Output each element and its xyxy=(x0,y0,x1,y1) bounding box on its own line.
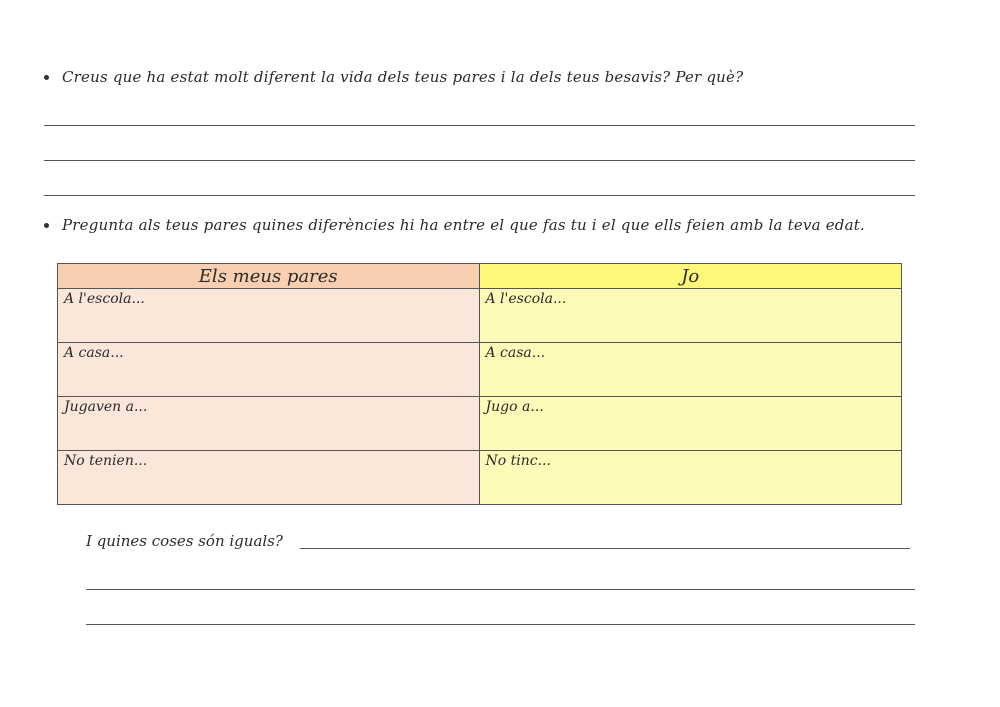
table-row xyxy=(58,343,902,397)
table-row xyxy=(58,289,902,343)
bullet-icon xyxy=(44,75,49,80)
cell-label: Jugaven a... xyxy=(64,399,148,415)
cell-label: Jugo a... xyxy=(485,399,544,415)
cell-me-play[interactable] xyxy=(479,397,902,451)
cell-label: A casa... xyxy=(485,345,546,361)
answer-line[interactable] xyxy=(44,160,915,161)
cell-label: A casa... xyxy=(64,345,124,361)
header-me: Jo xyxy=(479,264,902,289)
bullet-icon xyxy=(44,223,49,228)
cell-parents-home[interactable] xyxy=(58,343,480,397)
comparison-table xyxy=(57,263,902,505)
question-1-text: Creus que ha estat molt diferent la vida dels teus pares i la dels teus besavis? Per què? xyxy=(62,68,744,86)
answer-line[interactable] xyxy=(86,589,915,590)
table-row xyxy=(58,451,902,505)
cell-label: No tenien... xyxy=(64,453,148,469)
cell-me-home[interactable] xyxy=(479,343,902,397)
answer-line[interactable] xyxy=(300,548,910,549)
question-2-text: Pregunta als teus pares quines diferències hi ha entre el que fas tu i el que ells feien amb la teva edat. xyxy=(62,216,865,234)
cell-label: A l'escola... xyxy=(485,291,567,307)
table-row xyxy=(58,397,902,451)
cell-label: No tinc... xyxy=(485,453,551,469)
question-1 xyxy=(44,68,743,86)
cell-parents-had-not[interactable] xyxy=(58,451,480,505)
cell-me-school[interactable] xyxy=(479,289,902,343)
cell-parents-play[interactable] xyxy=(58,397,480,451)
answer-line[interactable] xyxy=(44,125,915,126)
cell-me-have-not[interactable] xyxy=(479,451,902,505)
question-3-text: I quines coses són iguals? xyxy=(86,532,283,550)
answer-line[interactable] xyxy=(86,624,915,625)
table-header-row xyxy=(58,264,902,289)
header-parents: Els meus pares xyxy=(58,264,480,289)
cell-label: A l'escola... xyxy=(64,291,145,307)
cell-parents-school[interactable] xyxy=(58,289,480,343)
answer-line[interactable] xyxy=(44,195,915,196)
question-2 xyxy=(44,216,865,234)
